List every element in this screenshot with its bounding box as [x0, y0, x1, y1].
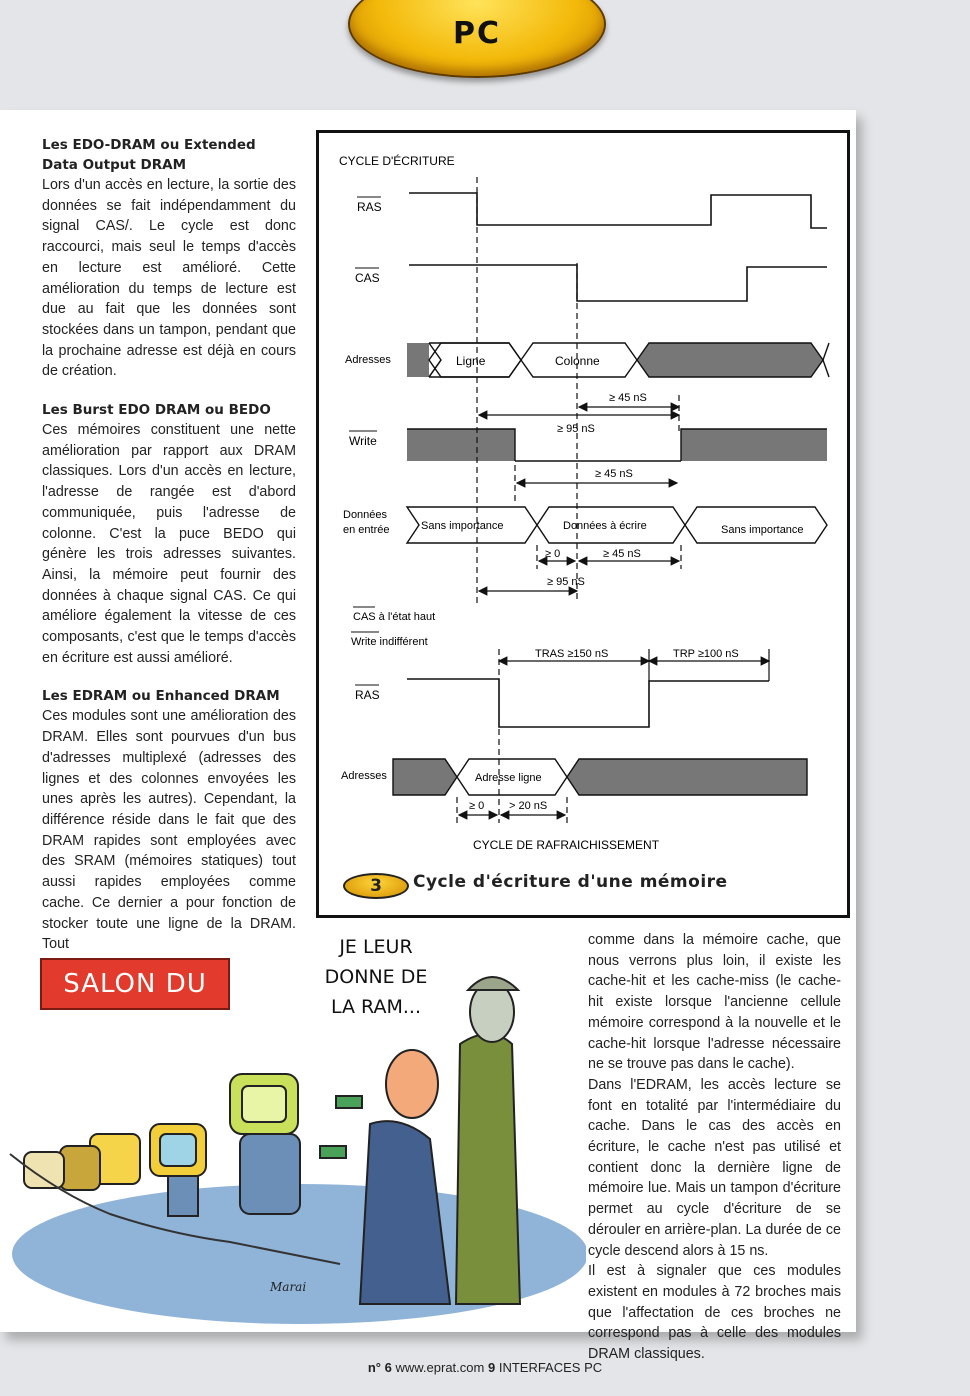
timing-45ns-b: ≥ 45 nS	[595, 468, 633, 480]
section-title-edram: Les EDRAM ou Enhanced DRAM	[42, 688, 280, 705]
cas-waveform	[409, 265, 827, 301]
timing-trp: TRP ≥100 nS	[673, 648, 739, 660]
refresh-note-cas: CAS à l'état haut	[353, 611, 436, 623]
data-label-1: Sans importance	[421, 520, 504, 532]
addr-tail-2	[823, 360, 829, 377]
write-cycle-title: CYCLE D'ÉCRITURE	[339, 154, 455, 168]
signal-cas: CAS	[355, 271, 380, 285]
refresh-signal-ras: RAS	[355, 688, 380, 702]
footer-site: www.eprat.com	[395, 1360, 485, 1375]
ras-waveform	[409, 193, 827, 228]
badge-label: PC	[452, 16, 501, 51]
timing-refresh-0: ≥ 0	[469, 800, 485, 812]
refresh-addr-label: Adresse ligne	[475, 772, 542, 784]
signal-ras: RAS	[357, 200, 382, 214]
right-column	[588, 930, 841, 1365]
write-grey-right	[681, 429, 827, 461]
addr-grey-end	[637, 343, 823, 377]
timing-ge-0: ≥ 0	[545, 548, 561, 560]
addr-tail-1	[823, 343, 829, 360]
footer-magazine: INTERFACES PC	[498, 1360, 603, 1375]
refresh-cycle-title: CYCLE DE RAFRAICHISSEMENT	[473, 838, 660, 852]
section-body-edram: Ces modules sont une amélioration des DRAM. Elles sont pourvues d'un bus d'adresses multiplexé (adresses des lignes et des colonnes envoyées les unes après les autres). Cependant, la différence réside dans le fait que des DRAM rapides sont employées avec des SRAM (mémoires statiques) tout aussi rapides employées comme cache. Ce dernier a pour fonction de stocker toute une ligne de la DRAM. Tout	[42, 708, 296, 953]
right-paragraph-2: Dans l'EDRAM, les accès lecture se font en totalité par l'intermédiaire du cache. Dans le cas des accès en écriture, le cache n'est pas utilisé et contient donc la dernière ligne de mémoire lue. Mais un tampon d'écriture permet au cycle d'écriture de se dérouler en arrière-plan. La durée de ce cycle descend alors à 15 ns.	[588, 1076, 841, 1259]
signal-en-entree: en entrée	[343, 524, 390, 536]
timing-95ns-b: ≥ 95 nS	[547, 576, 585, 588]
section-badge	[348, 0, 606, 78]
timing-diagram	[319, 133, 847, 915]
footer-sep: 9	[487, 1360, 496, 1375]
section-body-edo: Lors d'un accès en lecture, la sortie des données se fait indépendamment du signal CAS/. Le cycle est donc raccourci, mais seul le temps d'accès en lecture est amélioré. Cette amélioration du temps de lecture est due au fait que les données sont stockées dans un tampon, pendant que la prochaine adresse est déjà en cours de création.	[42, 177, 296, 380]
addr-transition-1	[429, 343, 441, 377]
signal-adresses: Adresses	[345, 354, 391, 366]
data-label-3: Sans importance	[721, 524, 804, 536]
footer-issue: n° 6	[367, 1360, 392, 1375]
addr-colonne-label: Colonne	[555, 354, 600, 368]
figure-caption	[343, 871, 823, 899]
signal-write: Write	[349, 434, 377, 448]
speech-bubble-text: JE LEUR DONNE DE LA RAM...	[324, 936, 428, 1018]
left-column	[42, 135, 296, 973]
section-title-bedo: Les Burst EDO DRAM ou BEDO	[42, 402, 271, 419]
refresh-addr-grey-left	[393, 759, 457, 795]
refresh-ras-waveform	[407, 679, 769, 727]
timing-diagram-figure	[316, 130, 850, 918]
signal-donnees: Données	[343, 509, 388, 521]
timing-refresh-20: > 20 nS	[509, 800, 548, 812]
figure-caption-text: Cycle d'écriture d'une mémoire	[413, 872, 728, 892]
right-paragraph-3: Il est à signaler que ces modules existent en modules à 72 broches mais que l'affectation de ces broches ne correspond pas à celle des modules DRAM classiques.	[588, 1263, 841, 1363]
section-body-bedo: Ces mémoires constituent une nette amélioration par rapport aux DRAM classiques. Lors d'un accès en lecture, l'adresse de rangée est d'abord communiquée, puis l'adresse de colonne. C'est la puce BEDO qui génère les trois adresses suivantes. Ainsi, la mémoire peut fournir des données à chaque signal CAS. Ce qui améliore également la vitesse de ces composants, c'est que le temps d'accès en écriture est aussi amélioré.	[42, 422, 296, 666]
refresh-note-write: Write indifférent	[351, 636, 428, 648]
addr-ligne-label: Ligne	[456, 354, 486, 368]
right-paragraph-1: comme dans la mémoire cache, que nous verrons plus loin, il existe les cache-hit et les cache-miss (le cache-hit existe lorsque l'ancienne cellule mémoire correspond à la nouvelle et le cache-hit lorsque l'adresse nécessaire ne se trouve pas dans le cache).	[588, 932, 841, 1073]
timing-45ns-a: ≥ 45 nS	[609, 392, 647, 404]
salon-du-pc-sign: SALON DU PC	[40, 958, 230, 1010]
timing-tras: TRAS ≥150 nS	[535, 648, 609, 660]
refresh-addr-grey-right	[567, 759, 807, 795]
timing-45ns-c: ≥ 45 nS	[603, 548, 641, 560]
addr-grey-start	[407, 343, 429, 377]
section-title-edo: Les EDO-DRAM ou Extended Data Output DRAM	[42, 137, 256, 173]
figure-number-badge: 3	[343, 873, 409, 899]
data-label-2: Données à écrire	[563, 520, 647, 532]
artist-signature: Marai	[270, 1280, 307, 1294]
refresh-signal-adresses: Adresses	[341, 770, 387, 782]
timing-95ns-a: ≥ 95 nS	[557, 423, 595, 435]
soldier-character	[456, 977, 520, 1304]
page-footer	[0, 1360, 970, 1375]
write-grey-left	[407, 429, 515, 461]
